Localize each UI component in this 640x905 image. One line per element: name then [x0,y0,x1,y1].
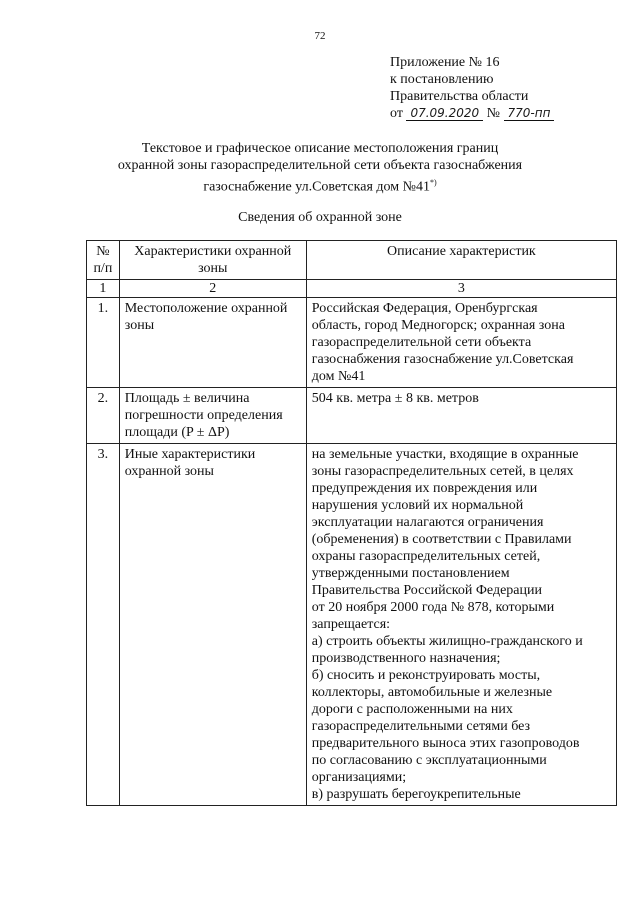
description-line: на земельные участки, входящие в охранные [311,447,579,462]
description-line: организациями; [311,770,407,785]
row-description [306,298,616,388]
description-line: предварительного выноса этих газопроводов [311,736,580,751]
description-line: в) разрушать берегоукрепительные [311,787,521,802]
column-number: 2 [119,280,306,298]
description-line: зоны газораспределительных сетей, в целях [311,464,574,479]
title-line-2: охранной зоны газораспределительной сети объекта газоснабжения [117,158,523,173]
description-line: область, город Медногорск; охранная зона [311,318,565,333]
row-characteristic: Местоположение охранной зоны [119,298,306,388]
description-line: дом №41 [311,369,366,384]
title-line-3 [0,174,640,196]
title-line-1: Текстовое и графическое описание местоположения границ [141,141,499,156]
protection-zone-table [86,240,617,806]
description-line: утвержденными постановлением [311,566,510,581]
section-subtitle: Сведения об охранной зоне [238,210,402,225]
page-number: 72 [314,30,326,42]
row-number: 3. [87,444,120,806]
row-number: 2. [87,388,120,444]
row-characteristic: Площадь ± величина погрешности определения площади (P ± ΔP) [119,388,306,444]
description-line: дороги с расположенными на них [311,702,513,717]
description-line: 504 кв. метра ± 8 кв. метров [311,391,479,406]
row-description [306,388,616,444]
row-description [306,444,616,806]
header-description: Описание характеристик [306,241,616,280]
appendix-line-2: к постановлению [390,72,494,87]
header-num: № п/п [87,241,120,280]
document-title [0,140,640,196]
description-line: (обременения) в соответствии с Правилами [311,532,572,547]
description-line: эксплуатации налагаются ограничения [311,515,544,530]
description-line: запрещается: [311,617,391,632]
appendix-date-line [390,105,554,122]
description-line: газораспределительной сети объекта [311,335,532,350]
description-line: а) строить объекты жилищно-гражданского и [311,634,583,649]
column-number-row [87,280,617,298]
footnote-mark: *) [429,178,437,187]
appendix-block [390,54,554,122]
table-row [87,444,617,806]
description-line: от 20 ноября 2000 года № 878, которыми [311,600,555,615]
header-characteristic: Характеристики охранной зоны [119,241,306,280]
description-line: предупреждения их повреждения или [311,481,538,496]
description-line: Правительства Российской Федерации [311,583,542,598]
description-line: нарушения условий их нормальной [311,498,524,513]
description-line: охраны газораспределительных сетей, [311,549,541,564]
table-row [87,388,617,444]
column-number: 3 [306,280,616,298]
description-line: газораспределительными сетями без [311,719,531,734]
title-line-3-text: газоснабжение ул.Советская дом №41 [203,179,430,195]
appendix-from-prefix: от [390,106,403,121]
description-line: газоснабжения газоснабжение ул.Советская [311,352,574,367]
table-row [87,298,617,388]
handwritten-date: 07.09.2020 [406,106,483,121]
row-number: 1. [87,298,120,388]
appendix-number-sign: № [486,106,501,121]
appendix-line-1: Приложение № 16 [390,55,500,70]
handwritten-number: 770-пп [504,106,555,121]
description-line: Российская Федерация, Оренбургская [311,301,538,316]
table-header-row [87,241,617,280]
description-line: б) сносить и реконструировать мосты, [311,668,541,683]
appendix-line-3: Правительства области [390,89,529,104]
description-line: коллекторы, автомобильные и железные [311,685,553,700]
row-characteristic: Иные характеристики охранной зоны [119,444,306,806]
description-line: производственного назначения; [311,651,501,666]
column-number: 1 [87,280,120,298]
description-line: по согласованию с эксплуатационными [311,753,547,768]
